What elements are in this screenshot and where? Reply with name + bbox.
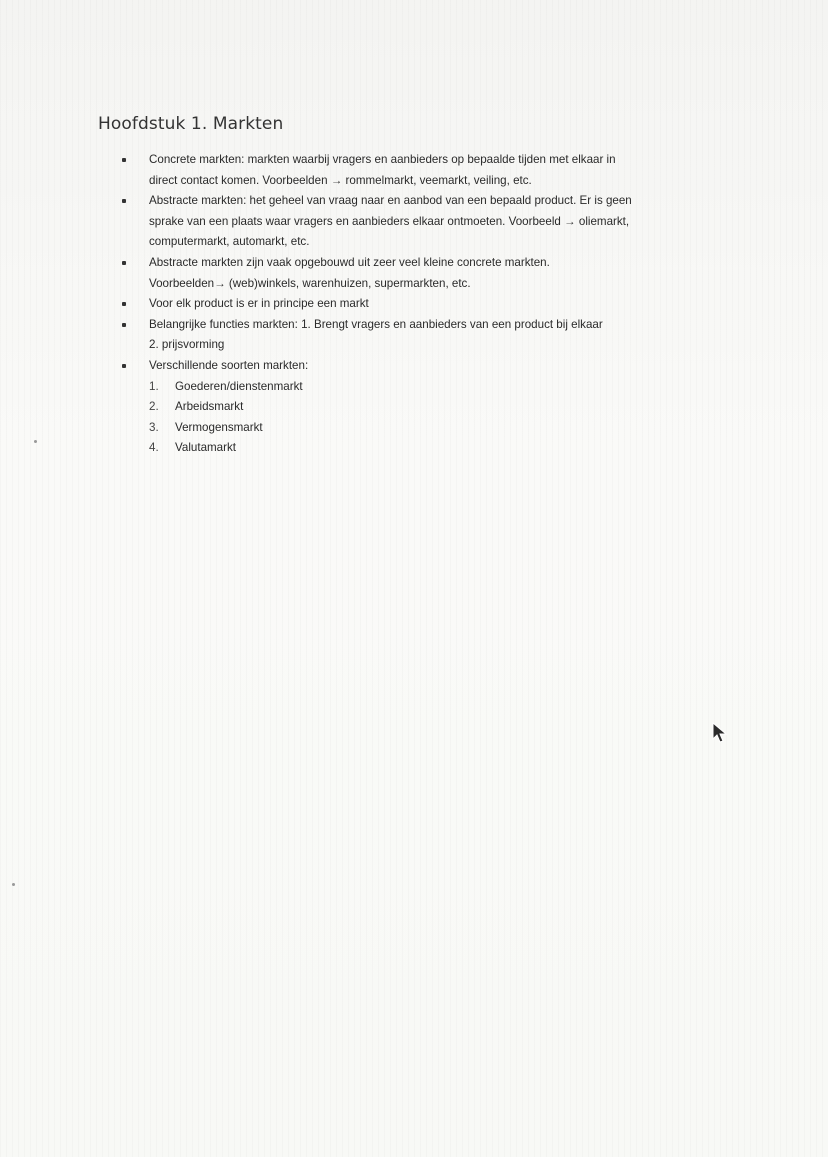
item-text: Valutamarkt [175, 441, 236, 455]
list-item-line: Belangrijke functies markten: 1. Brengt vragers en aanbieders van een product bij elkaar [149, 317, 603, 331]
item-text: Arbeidsmarkt [175, 400, 244, 414]
numbered-item [149, 418, 758, 439]
list-item [118, 150, 758, 191]
list-item-line: direct contact komen. Voorbeelden → rommelmarkt, veemarkt, veiling, etc. [149, 173, 532, 187]
list-item [118, 315, 758, 356]
numbered-item [149, 397, 758, 418]
list-item-line: Abstracte markten: het geheel van vraag naar en aanbod van een bepaald product. Er is geen [149, 194, 632, 208]
list-item-line: Voorbeelden→ (web)winkels, warenhuizen, supermarkten, etc. [149, 276, 471, 290]
list-item-line: Verschillende soorten markten: [149, 358, 309, 372]
list-item-line: Concrete markten: markten waarbij vragers en aanbieders op bepaalde tijden met elkaar in [149, 153, 616, 166]
numbered-item [149, 377, 758, 398]
mouse-pointer-icon [712, 722, 728, 744]
bullet-list [118, 150, 758, 459]
list-item-line: Voor elk product is er in principe een markt [149, 297, 369, 311]
paper-speck [34, 440, 37, 443]
paper-speck [12, 883, 15, 886]
item-text: Vermogensmarkt [175, 420, 263, 434]
item-number: 4. [149, 441, 159, 455]
list-item [118, 253, 758, 294]
item-number: 2. [149, 400, 159, 414]
page-title: Hoofdstuk 1. Markten [98, 114, 284, 134]
item-number: 3. [149, 420, 159, 434]
item-number: 1. [149, 379, 159, 393]
list-item-line: computermarkt, automarkt, etc. [149, 235, 310, 249]
market-types-list [149, 377, 758, 459]
numbered-item [149, 438, 758, 459]
list-item [118, 191, 758, 253]
item-text: Goederen/dienstenmarkt [175, 379, 303, 393]
list-item-line: 2. prijsvorming [149, 338, 225, 352]
list-item-line: sprake van een plaats waar vragers en aanbieders elkaar ontmoeten. Voorbeeld → oliemarkt, [149, 214, 630, 228]
list-item [118, 356, 758, 459]
list-item-line: Abstracte markten zijn vaak opgebouwd uit zeer veel kleine concrete markten. [149, 255, 550, 269]
list-item [118, 294, 758, 315]
